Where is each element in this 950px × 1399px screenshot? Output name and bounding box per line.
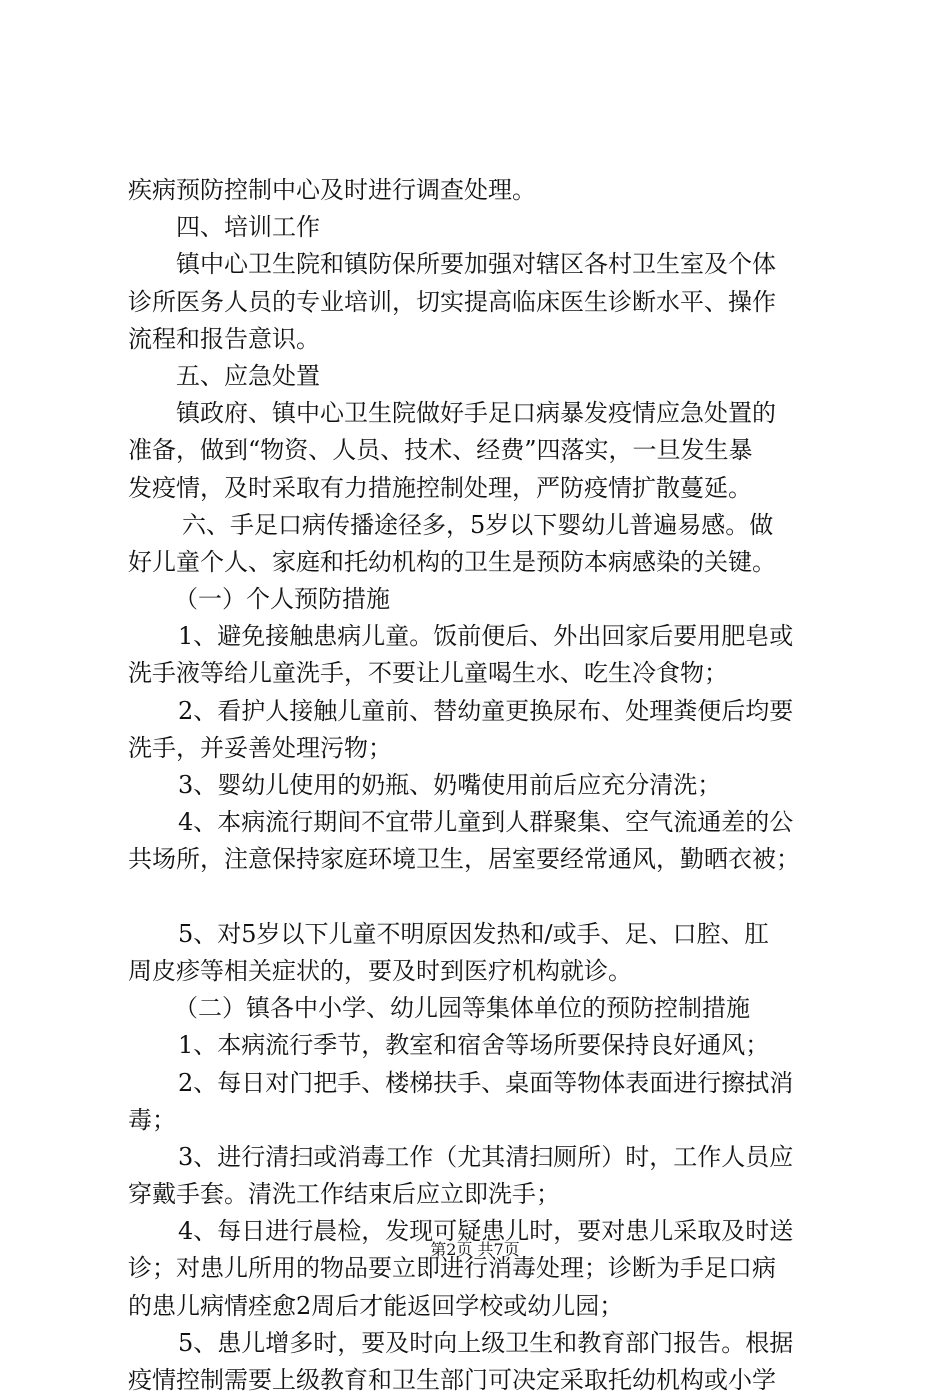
blank-line xyxy=(128,879,838,916)
text-line: 的患儿病情痊愈2周后才能返回学校或幼儿园； xyxy=(128,1291,624,1320)
text-line: 周皮疹等相关症状的，要及时到医疗机构就诊。 xyxy=(128,956,632,985)
text-line: 发疫情，及时采取有力措施控制处理，严防疫情扩散蔓延。 xyxy=(128,473,752,502)
text-line: 3、婴幼儿使用的奶瓶、奶嘴使用前后应充分清洗； xyxy=(178,771,722,799)
text-line: （二）镇各中小学、幼儿园等集体单位的预防控制措施 xyxy=(174,994,750,1023)
page-footer: 第2页 共7页 xyxy=(430,1240,520,1259)
text-line: 疾病预防控制中心及时进行调查处理。 xyxy=(128,176,536,204)
text-line: 5、对5岁以下儿童不明原因发热和/或手、足、口腔、肛 xyxy=(178,919,769,948)
text-line: 流程和报告意识。 xyxy=(128,324,320,353)
document-body xyxy=(128,172,838,1399)
text-line: 好儿童个人、家庭和托幼机构的卫生是预防本病感染的关键。 xyxy=(128,547,776,576)
text-line: 五、应急处置 xyxy=(176,361,320,390)
text-line: （一）个人预防措施 xyxy=(174,585,390,614)
text-line: 洗手，并妥善处理污物； xyxy=(128,733,392,762)
text-line: 2、每日对门把手、楼梯扶手、桌面等物体表面进行擦拭消 xyxy=(178,1068,794,1097)
text-line: 四、培训工作 xyxy=(176,213,320,242)
text-line: 4、每日进行晨检，发现可疑患儿时，要对患儿采取及时送 xyxy=(178,1217,794,1246)
text-line: 诊；对患儿所用的物品要立即进行消毒处理；诊断为手足口病 xyxy=(128,1254,776,1283)
text-line: 4、本病流行期间不宜带儿童到人群聚集、空气流通差的公 xyxy=(178,808,794,837)
text-line: 1、本病流行季节，教室和宿舍等场所要保持良好通风； xyxy=(178,1031,770,1060)
text-line: 镇中心卫生院和镇防保所要加强对辖区各村卫生室及个体 xyxy=(176,250,776,279)
text-line: 六、手足口病传播途径多，5岁以下婴幼儿普遍易感。做 xyxy=(182,510,774,539)
text-line: 毒； xyxy=(128,1105,176,1134)
text-line: 疫情控制需要上级教育和卫生部门可决定采取托幼机构或小学 xyxy=(128,1366,776,1394)
text-line: 准备，做到“物资、人员、技术、经费”四落实，一旦发生暴 xyxy=(128,436,753,465)
text-line: 洗手液等给儿童洗手，不要让儿童喝生水、吃生冷食物； xyxy=(128,659,728,688)
text-line: 5、患儿增多时，要及时向上级卫生和教育部门报告。根据 xyxy=(178,1328,794,1357)
text-line: 穿戴手套。清洗工作结束后应立即洗手； xyxy=(128,1180,560,1209)
text-line: 诊所医务人员的专业培训，切实提高临床医生诊断水平、操作 xyxy=(128,287,776,316)
text-line: 镇政府、镇中心卫生院做好手足口病暴发疫情应急处置的 xyxy=(176,399,776,428)
text-line: 3、进行清扫或消毒工作（尤其清扫厕所）时，工作人员应 xyxy=(178,1142,794,1171)
text-line: 共场所，注意保持家庭环境卫生，居室要经常通风，勤晒衣被； xyxy=(128,845,800,874)
text-line: 2、看护人接触儿童前、替幼童更换尿布、处理粪便后均要 xyxy=(178,696,794,725)
text-line: 1、避免接触患病儿童。饭前便后、外出回家后要用肥皂或 xyxy=(178,622,794,651)
